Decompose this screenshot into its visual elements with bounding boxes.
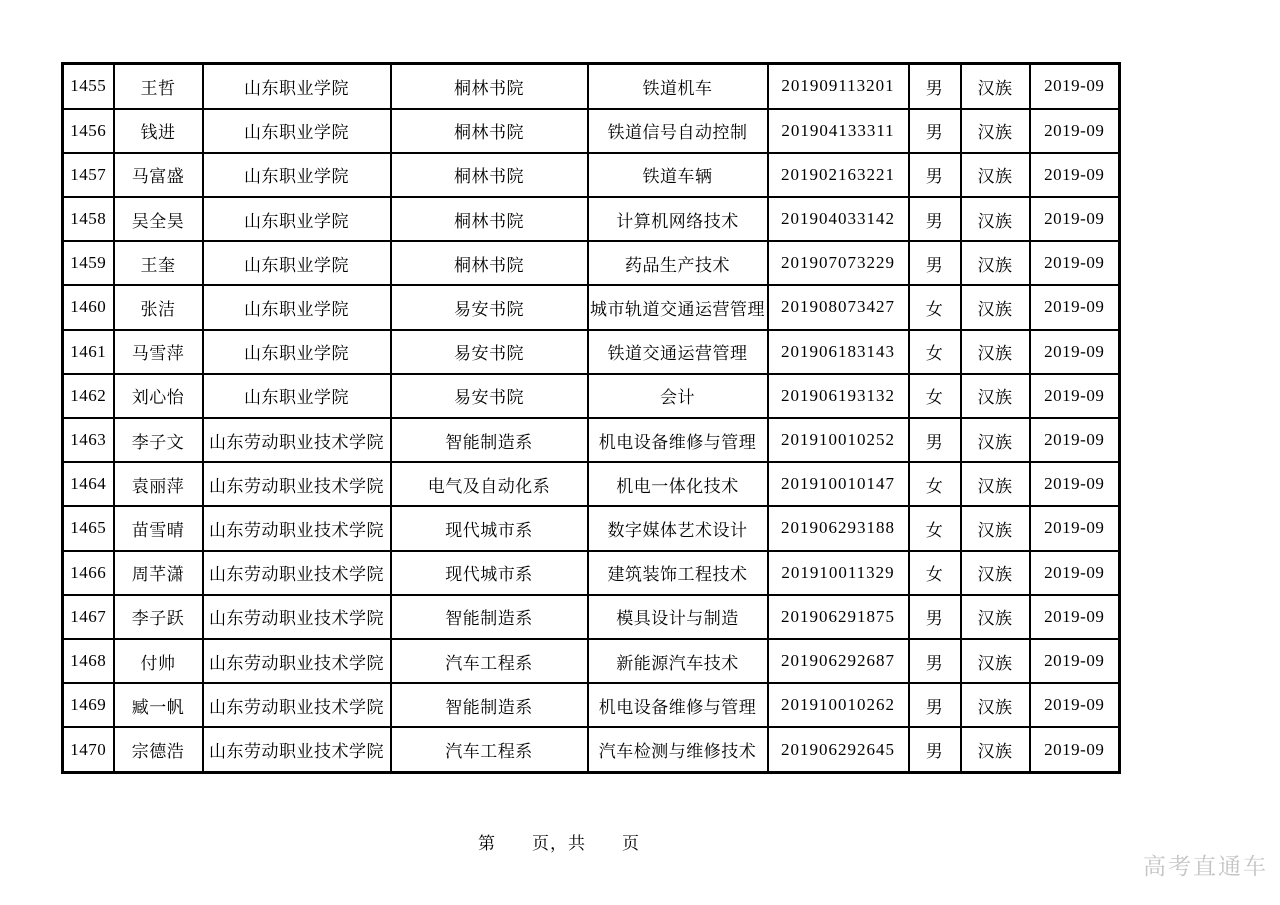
watermark-text: 高考直通车 xyxy=(1143,854,1268,879)
cell-name: 吴全昊 xyxy=(114,197,203,241)
table-row xyxy=(63,109,1120,153)
cell-school: 山东职业学院 xyxy=(203,64,391,109)
cell-student_id: 201910011329 xyxy=(768,551,909,595)
cell-ethnicity: 汉族 xyxy=(961,330,1030,374)
table-row xyxy=(63,551,1120,595)
cell-major: 计算机网络技术 xyxy=(588,197,768,241)
cell-ethnicity: 汉族 xyxy=(961,595,1030,639)
cell-major: 铁道车辆 xyxy=(588,153,768,197)
cell-student_id: 201910010147 xyxy=(768,462,909,506)
cell-school: 山东劳动职业技术学院 xyxy=(203,462,391,506)
cell-school: 山东职业学院 xyxy=(203,109,391,153)
table-row xyxy=(63,330,1120,374)
cell-gender: 女 xyxy=(909,330,961,374)
cell-ethnicity: 汉族 xyxy=(961,418,1030,462)
table-row xyxy=(63,64,1120,109)
cell-row_no: 1460 xyxy=(63,285,114,329)
table-row xyxy=(63,727,1120,772)
table-row xyxy=(63,418,1120,462)
cell-name: 李子跃 xyxy=(114,595,203,639)
cell-school: 山东劳动职业技术学院 xyxy=(203,595,391,639)
cell-department: 汽车工程系 xyxy=(391,727,588,772)
cell-row_no: 1457 xyxy=(63,153,114,197)
cell-major: 新能源汽车技术 xyxy=(588,639,768,683)
cell-gender: 男 xyxy=(909,683,961,727)
cell-gender: 男 xyxy=(909,595,961,639)
page-number-footer: 第 页，共 页 xyxy=(478,834,640,853)
cell-gender: 男 xyxy=(909,241,961,285)
cell-ethnicity: 汉族 xyxy=(961,197,1030,241)
cell-enroll_date: 2019-09 xyxy=(1030,551,1120,595)
table-row xyxy=(63,639,1120,683)
cell-gender: 女 xyxy=(909,551,961,595)
cell-enroll_date: 2019-09 xyxy=(1030,639,1120,683)
cell-enroll_date: 2019-09 xyxy=(1030,64,1120,109)
cell-department: 易安书院 xyxy=(391,330,588,374)
cell-school: 山东劳动职业技术学院 xyxy=(203,551,391,595)
cell-ethnicity: 汉族 xyxy=(961,374,1030,418)
cell-enroll_date: 2019-09 xyxy=(1030,506,1120,550)
cell-major: 机电设备维修与管理 xyxy=(588,683,768,727)
cell-row_no: 1462 xyxy=(63,374,114,418)
cell-name: 马富盛 xyxy=(114,153,203,197)
cell-gender: 男 xyxy=(909,109,961,153)
cell-student_id: 201906193132 xyxy=(768,374,909,418)
cell-student_id: 201906183143 xyxy=(768,330,909,374)
cell-student_id: 201906291875 xyxy=(768,595,909,639)
cell-ethnicity: 汉族 xyxy=(961,64,1030,109)
cell-student_id: 201910010262 xyxy=(768,683,909,727)
table-body xyxy=(63,64,1120,773)
cell-row_no: 1458 xyxy=(63,197,114,241)
cell-enroll_date: 2019-09 xyxy=(1030,241,1120,285)
cell-school: 山东职业学院 xyxy=(203,330,391,374)
cell-major: 城市轨道交通运营管理 xyxy=(588,285,768,329)
cell-department: 现代城市系 xyxy=(391,551,588,595)
cell-major: 建筑装饰工程技术 xyxy=(588,551,768,595)
cell-ethnicity: 汉族 xyxy=(961,285,1030,329)
cell-name: 王奎 xyxy=(114,241,203,285)
cell-major: 铁道交通运营管理 xyxy=(588,330,768,374)
cell-major: 会计 xyxy=(588,374,768,418)
cell-ethnicity: 汉族 xyxy=(961,153,1030,197)
cell-department: 易安书院 xyxy=(391,285,588,329)
cell-major: 模具设计与制造 xyxy=(588,595,768,639)
cell-student_id: 201908073427 xyxy=(768,285,909,329)
cell-name: 臧一帆 xyxy=(114,683,203,727)
cell-enroll_date: 2019-09 xyxy=(1030,330,1120,374)
cell-department: 智能制造系 xyxy=(391,595,588,639)
cell-row_no: 1464 xyxy=(63,462,114,506)
table-row xyxy=(63,595,1120,639)
table-row xyxy=(63,241,1120,285)
cell-student_id: 201906292645 xyxy=(768,727,909,772)
cell-student_id: 201904033142 xyxy=(768,197,909,241)
cell-name: 李子文 xyxy=(114,418,203,462)
table-row xyxy=(63,683,1120,727)
cell-school: 山东劳动职业技术学院 xyxy=(203,418,391,462)
cell-name: 刘心怡 xyxy=(114,374,203,418)
cell-ethnicity: 汉族 xyxy=(961,506,1030,550)
cell-gender: 女 xyxy=(909,462,961,506)
cell-department: 智能制造系 xyxy=(391,418,588,462)
cell-row_no: 1456 xyxy=(63,109,114,153)
cell-name: 宗德浩 xyxy=(114,727,203,772)
cell-row_no: 1467 xyxy=(63,595,114,639)
cell-gender: 男 xyxy=(909,153,961,197)
cell-major: 药品生产技术 xyxy=(588,241,768,285)
cell-name: 马雪萍 xyxy=(114,330,203,374)
cell-student_id: 201906293188 xyxy=(768,506,909,550)
cell-name: 王哲 xyxy=(114,64,203,109)
table-row xyxy=(63,462,1120,506)
cell-enroll_date: 2019-09 xyxy=(1030,727,1120,772)
cell-gender: 男 xyxy=(909,727,961,772)
cell-row_no: 1468 xyxy=(63,639,114,683)
cell-name: 周芊潇 xyxy=(114,551,203,595)
cell-school: 山东职业学院 xyxy=(203,241,391,285)
cell-ethnicity: 汉族 xyxy=(961,683,1030,727)
cell-ethnicity: 汉族 xyxy=(961,462,1030,506)
cell-school: 山东职业学院 xyxy=(203,374,391,418)
cell-department: 桐林书院 xyxy=(391,109,588,153)
cell-name: 钱进 xyxy=(114,109,203,153)
cell-department: 桐林书院 xyxy=(391,153,588,197)
student-roster-table xyxy=(61,62,1121,774)
cell-gender: 男 xyxy=(909,639,961,683)
cell-student_id: 201904133311 xyxy=(768,109,909,153)
cell-gender: 女 xyxy=(909,506,961,550)
cell-gender: 男 xyxy=(909,197,961,241)
cell-major: 铁道信号自动控制 xyxy=(588,109,768,153)
cell-student_id: 201907073229 xyxy=(768,241,909,285)
cell-school: 山东职业学院 xyxy=(203,153,391,197)
cell-department: 桐林书院 xyxy=(391,197,588,241)
table-row xyxy=(63,506,1120,550)
cell-student_id: 201902163221 xyxy=(768,153,909,197)
cell-row_no: 1466 xyxy=(63,551,114,595)
cell-ethnicity: 汉族 xyxy=(961,727,1030,772)
cell-enroll_date: 2019-09 xyxy=(1030,462,1120,506)
cell-gender: 女 xyxy=(909,285,961,329)
cell-department: 桐林书院 xyxy=(391,241,588,285)
cell-student_id: 201910010252 xyxy=(768,418,909,462)
cell-enroll_date: 2019-09 xyxy=(1030,109,1120,153)
cell-major: 机电设备维修与管理 xyxy=(588,418,768,462)
cell-enroll_date: 2019-09 xyxy=(1030,683,1120,727)
cell-row_no: 1455 xyxy=(63,64,114,109)
cell-student_id: 201906292687 xyxy=(768,639,909,683)
cell-name: 袁丽萍 xyxy=(114,462,203,506)
cell-row_no: 1459 xyxy=(63,241,114,285)
cell-school: 山东职业学院 xyxy=(203,285,391,329)
table-row xyxy=(63,153,1120,197)
cell-school: 山东劳动职业技术学院 xyxy=(203,727,391,772)
cell-department: 易安书院 xyxy=(391,374,588,418)
cell-school: 山东劳动职业技术学院 xyxy=(203,639,391,683)
cell-department: 智能制造系 xyxy=(391,683,588,727)
cell-enroll_date: 2019-09 xyxy=(1030,595,1120,639)
cell-ethnicity: 汉族 xyxy=(961,241,1030,285)
cell-ethnicity: 汉族 xyxy=(961,109,1030,153)
cell-row_no: 1465 xyxy=(63,506,114,550)
cell-enroll_date: 2019-09 xyxy=(1030,285,1120,329)
table-row xyxy=(63,374,1120,418)
cell-department: 汽车工程系 xyxy=(391,639,588,683)
table-row xyxy=(63,197,1120,241)
cell-department: 桐林书院 xyxy=(391,64,588,109)
cell-name: 苗雪晴 xyxy=(114,506,203,550)
cell-enroll_date: 2019-09 xyxy=(1030,418,1120,462)
cell-school: 山东劳动职业技术学院 xyxy=(203,683,391,727)
cell-major: 机电一体化技术 xyxy=(588,462,768,506)
cell-gender: 男 xyxy=(909,418,961,462)
cell-major: 数字媒体艺术设计 xyxy=(588,506,768,550)
cell-row_no: 1470 xyxy=(63,727,114,772)
cell-name: 张洁 xyxy=(114,285,203,329)
cell-row_no: 1469 xyxy=(63,683,114,727)
cell-major: 汽车检测与维修技术 xyxy=(588,727,768,772)
cell-enroll_date: 2019-09 xyxy=(1030,197,1120,241)
table-row xyxy=(63,285,1120,329)
cell-department: 现代城市系 xyxy=(391,506,588,550)
cell-major: 铁道机车 xyxy=(588,64,768,109)
cell-enroll_date: 2019-09 xyxy=(1030,153,1120,197)
cell-gender: 女 xyxy=(909,374,961,418)
cell-school: 山东职业学院 xyxy=(203,197,391,241)
cell-student_id: 201909113201 xyxy=(768,64,909,109)
cell-gender: 男 xyxy=(909,64,961,109)
cell-ethnicity: 汉族 xyxy=(961,639,1030,683)
cell-row_no: 1463 xyxy=(63,418,114,462)
cell-school: 山东劳动职业技术学院 xyxy=(203,506,391,550)
cell-enroll_date: 2019-09 xyxy=(1030,374,1120,418)
cell-name: 付帅 xyxy=(114,639,203,683)
cell-department: 电气及自动化系 xyxy=(391,462,588,506)
cell-row_no: 1461 xyxy=(63,330,114,374)
cell-ethnicity: 汉族 xyxy=(961,551,1030,595)
